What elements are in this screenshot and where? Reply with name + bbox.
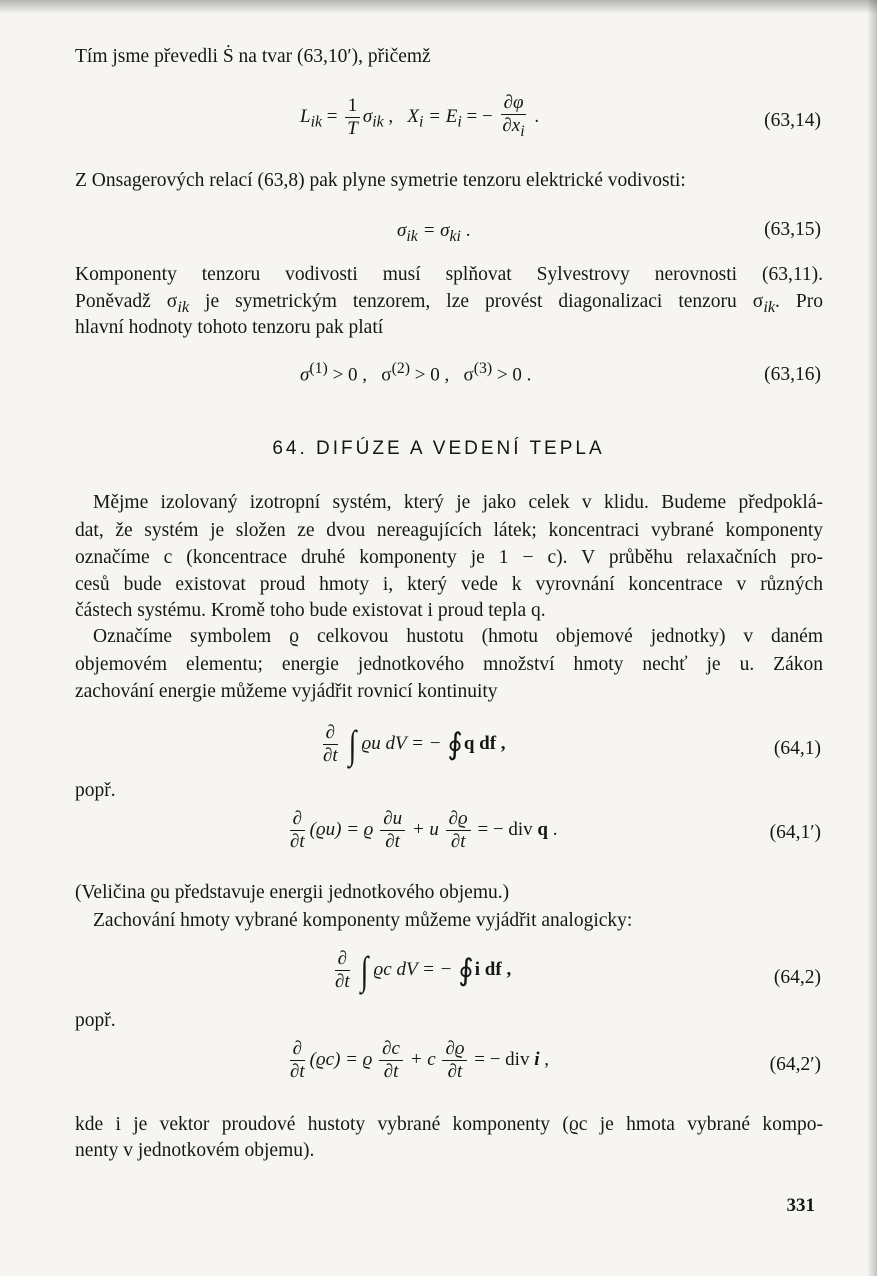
equation-64-2 bbox=[330, 948, 511, 993]
scan-shadow-right bbox=[867, 0, 877, 1276]
expression: = − div bbox=[472, 818, 538, 840]
text-line: částech systému. Kromě toho bude existovat i proud tepla q. bbox=[75, 600, 546, 621]
equation-number: (63,15) bbox=[764, 219, 821, 240]
denominator: T bbox=[347, 117, 358, 139]
integrand: q df , bbox=[463, 732, 506, 754]
numerator: ∂ bbox=[292, 808, 303, 829]
equation-63-15 bbox=[397, 220, 470, 246]
fraction bbox=[446, 808, 471, 853]
subscript: i bbox=[520, 122, 525, 140]
subscript: ik bbox=[763, 297, 776, 316]
operator: = E bbox=[423, 105, 458, 127]
text-line: Z Onsagerových relací (63,8) pak plyne symetrie tenzoru elektrické vodivosti: bbox=[75, 170, 686, 191]
numerator: ∂ bbox=[337, 948, 348, 969]
text-line: označíme c (koncentrace druhé komponenty je 1 − c). V průběhu relaxačních pro- bbox=[75, 547, 823, 568]
text-line: Tím jsme převedli Ṡ na tvar (63,10′), přičemž bbox=[75, 46, 431, 67]
fraction bbox=[320, 722, 341, 767]
denominator: ∂t bbox=[290, 831, 305, 852]
operator: = − bbox=[461, 105, 498, 127]
expression: + c bbox=[404, 1048, 441, 1070]
text-line: popř. bbox=[75, 1010, 116, 1031]
text-span: je symetrickým tenzorem, lze provést diagonalizaci tenzoru σ bbox=[189, 291, 764, 312]
text-line: (Veličina ϱu představuje energii jednotkového objemu.) bbox=[75, 882, 510, 903]
symbol: X bbox=[407, 105, 419, 127]
scan-shadow-top bbox=[0, 0, 877, 14]
numerator: ∂φ bbox=[503, 92, 524, 113]
fraction bbox=[379, 1038, 403, 1083]
punctuation: . bbox=[547, 818, 558, 840]
operator: = σ bbox=[417, 220, 450, 241]
text-line: Označíme symbolem ϱ celkovou hustotu (hmotu objemové jednotky) v daném bbox=[93, 626, 823, 647]
denominator: ∂t bbox=[335, 971, 350, 992]
subscript: ik bbox=[372, 113, 384, 131]
symbol: σ bbox=[300, 364, 310, 386]
denominator: ∂t bbox=[385, 831, 400, 852]
vector-symbol: q bbox=[537, 818, 548, 840]
text-line: dat, že systém je složen ze dvou nereagujících látek; koncentraci vybrané komponenty bbox=[75, 520, 823, 541]
numerator: ∂ bbox=[325, 722, 336, 743]
text-line: Komponenty tenzoru vodivosti musí splňovat Sylvestrovy nerovnosti (63,11). bbox=[75, 264, 823, 285]
equation-number: (64,2) bbox=[773, 967, 821, 988]
text-line: Mějme izolovaný izotropní systém, který je jako celek v klidu. Budeme předpoklá- bbox=[93, 492, 823, 513]
numerator: ∂u bbox=[383, 808, 403, 829]
fraction bbox=[442, 1038, 467, 1083]
symbol: L bbox=[300, 105, 311, 127]
inequality: > 0 , σ bbox=[410, 364, 474, 386]
symbol: σ bbox=[397, 220, 407, 241]
numerator: ∂ bbox=[292, 1038, 303, 1059]
text-line: Zachování hmoty vybrané komponenty můžeme vyjádřit analogicky: bbox=[93, 910, 633, 931]
vector-symbol: i bbox=[534, 1048, 540, 1070]
subscript: ik bbox=[177, 297, 190, 316]
equation-64-1-prime bbox=[285, 808, 557, 853]
superscript: (1) bbox=[309, 360, 328, 377]
expression: (ϱc) = ϱ bbox=[309, 1048, 378, 1070]
expression: + u bbox=[407, 818, 444, 840]
text-line: objemovém elementu; energie jednotkového množství hmoty nechť je u. Zákon bbox=[75, 654, 823, 675]
subscript: ki bbox=[449, 227, 461, 245]
punctuation: . bbox=[529, 105, 540, 127]
equation-number: (64,1) bbox=[773, 738, 821, 759]
denominator: ∂t bbox=[450, 831, 466, 852]
denominator: ∂t bbox=[383, 1061, 399, 1082]
text-line: zachování energie můžeme vyjádřit rovnicí kontinuity bbox=[75, 681, 498, 702]
numerator: 1 bbox=[345, 95, 361, 118]
subscript: ik bbox=[310, 113, 323, 131]
expression: (ϱu) = ϱ bbox=[309, 818, 379, 840]
numerator: ∂ϱ bbox=[448, 808, 468, 829]
numerator: ∂c bbox=[382, 1038, 400, 1059]
equation-64-1 bbox=[318, 722, 506, 767]
superscript: (2) bbox=[391, 360, 411, 377]
denominator: ∂t bbox=[323, 745, 338, 766]
fraction bbox=[332, 948, 353, 993]
denominator: ∂x bbox=[502, 115, 521, 136]
punctuation: , bbox=[539, 1048, 549, 1070]
denominator: ∂t bbox=[447, 1061, 463, 1082]
integrand: i df , bbox=[474, 958, 512, 980]
separator: , bbox=[383, 105, 408, 127]
contour-integral-sign: ∮ bbox=[447, 727, 463, 761]
fraction bbox=[344, 95, 361, 140]
denominator: ∂t bbox=[290, 1061, 305, 1082]
equation-63-14 bbox=[300, 92, 539, 143]
subscript: i bbox=[457, 113, 462, 131]
numerator: ∂ϱ bbox=[445, 1038, 465, 1059]
equation-63-16 bbox=[300, 360, 531, 386]
equation-number: (63,14) bbox=[764, 110, 821, 131]
text-line: popř. bbox=[75, 780, 116, 801]
text-line: hlavní hodnoty tohoto tenzoru pak platí bbox=[75, 317, 384, 338]
punctuation: . bbox=[460, 220, 471, 241]
equation-64-2-prime bbox=[285, 1038, 549, 1083]
page-number: 331 bbox=[786, 1195, 815, 1216]
inequality: > 0 , σ bbox=[327, 364, 392, 386]
inequality: > 0 . bbox=[492, 364, 532, 386]
text-line: kde i je vektor proudové hustoty vybrané komponenty (ϱc je hmota vybrané kompo- bbox=[75, 1114, 823, 1135]
subscript: i bbox=[418, 113, 424, 131]
equation-number: (64,1′) bbox=[769, 822, 821, 843]
integral-sign: ∫ bbox=[360, 947, 368, 993]
operator: = bbox=[322, 105, 343, 127]
section-heading: 64. DIFÚZE A VEDENÍ TEPLA bbox=[272, 438, 605, 459]
fraction bbox=[287, 808, 308, 853]
subscript: ik bbox=[406, 227, 418, 245]
integrand: ϱc dV = − bbox=[373, 958, 458, 980]
fraction bbox=[380, 808, 405, 853]
text-line: nenty v jednotkovém objemu). bbox=[75, 1140, 315, 1161]
fraction bbox=[499, 92, 527, 143]
expression: = − div bbox=[469, 1048, 535, 1070]
equation-number: (63,16) bbox=[764, 364, 821, 385]
text-line: cesů bude existovat proud hmoty i, který vede k vyrovnání koncentrace v různých bbox=[75, 574, 823, 595]
fraction bbox=[287, 1038, 308, 1083]
contour-integral-sign: ∮ bbox=[458, 953, 474, 987]
symbol: σ bbox=[362, 105, 373, 127]
integrand: ϱu dV = − bbox=[361, 732, 447, 754]
text-span: Poněvadž σ bbox=[75, 291, 178, 312]
text-span: . Pro bbox=[775, 291, 823, 312]
equation-number: (64,2′) bbox=[769, 1054, 821, 1075]
superscript: (3) bbox=[473, 360, 493, 377]
integral-sign: ∫ bbox=[348, 721, 356, 767]
